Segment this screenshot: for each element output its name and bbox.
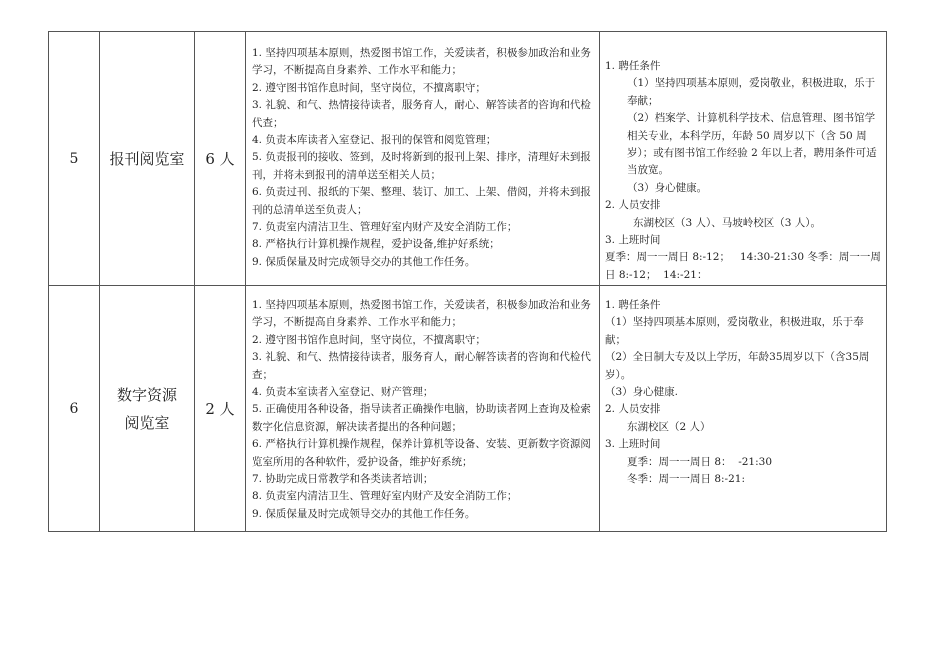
duties-cell (246, 286, 600, 532)
requirements-cell (600, 32, 887, 286)
duty-item: 2. 遵守图书馆作息时间，坚守岗位，不擅离职守； (252, 333, 486, 346)
duty-item: 5. 正确使用各种设备，指导读者正确操作电脑，协助读者网上查询及检索数字化信息资源，解决读者提出的各种问题； (252, 403, 591, 433)
requirement-item: 夏季：周一一周日 8： -21:30 (627, 455, 773, 468)
requirement-item: （3）身心健康. (605, 386, 679, 399)
duties-list (246, 286, 599, 523)
requirement-item: 夏季：周一一周日 8:-12； 14:30-21:30 冬季：周一一周日 8:-12； 14:-21： (605, 251, 881, 281)
row-number: 6 (49, 286, 100, 532)
duty-item: 1. 坚持四项基本原则，热爱图书馆工作，关爱读者，积极参加政治和业务学习，不断提高自身素养、工作水平和能力； (252, 47, 591, 77)
requirement-item: 冬季：周一一周日 8:-21: (627, 473, 746, 486)
requirement-item: 2. 人员安排 (605, 199, 661, 212)
duties-list (246, 32, 599, 271)
requirement-item: 1. 聘任条件 (605, 60, 661, 72)
requirement-item: （2）全日制大专及以上学历，年龄35周岁以下（含35周岁）。 (605, 351, 870, 381)
duty-item: 7. 负责室内清洁卫生、管理好室内财产及安全消防工作； (252, 221, 518, 234)
room-name: 报刊阅览室 (100, 32, 195, 286)
requirement-item: 东湖校区（2 人） (627, 420, 711, 433)
table-row (49, 286, 887, 532)
requirement-item: 1. 聘任条件 (605, 299, 661, 311)
duty-item: 1. 坚持四项基本原则，热爱图书馆工作，关爱读者，积极参加政治和业务学习，不断提高自身素养、工作水平和能力； (252, 299, 591, 329)
duty-item: 3. 礼貌、和气、热情接待读者，服务育人，耐心解答读者的咨询和代检代查； (252, 351, 591, 381)
requirement-item: 3. 上班时间 (605, 234, 661, 247)
requirement-item: （3）身心健康。 (627, 181, 708, 194)
duty-item: 7. 协助完成日常教学和各类读者培训； (252, 473, 434, 486)
duty-item: 6. 负责过刊、报纸的下架、整理、装订、加工、上架、借阅，并将未到报刊的总清单送至负责人； (252, 186, 591, 216)
staff-count: 6 人 (195, 32, 246, 286)
duty-item: 3. 礼貌、和气、热情接待读者，服务育人，耐心、解答读者的咨询和代检代查； (252, 99, 591, 129)
requirements-cell (600, 286, 887, 532)
duty-item: 4. 负责本室读者入室登记、财产管理； (252, 386, 434, 399)
requirement-item: 2. 人员安排 (605, 403, 661, 416)
duty-item: 2. 遵守图书馆作息时间，坚守岗位，不擅离职守； (252, 81, 486, 94)
duty-item: 9. 保质保量及时完成领导交办的其他工作任务。 (252, 255, 476, 268)
duty-item: 4. 负责本库读者入室登记、报刊的保管和阅览管理； (252, 134, 497, 147)
requirement-item: （2）档案学、计算机科学技术、信息管理、图书馆学相关专业，本科学历，年龄 50 周岁以下（含 50 周岁）；或有图书馆工作经验 2 年以上者，聘用条件可适当放宽。 (627, 112, 877, 177)
duty-item: 5. 负责报刊的接收、签到，及时将新到的报刊上架、排序，清理好未到报刊，并将未到报刊的清单送至相关人员； (252, 151, 591, 181)
room-name: 数字资源阅览室 (100, 286, 195, 532)
duty-item: 9. 保质保量及时完成领导交办的其他工作任务。 (252, 507, 476, 520)
duty-item: 8. 严格执行计算机操作规程，爱护设备,维护好系统； (252, 238, 500, 251)
requirements-list (600, 32, 886, 284)
job-table (48, 31, 887, 532)
duty-item: 8. 负责室内清洁卫生、管理好室内财产及安全消防工作； (252, 490, 518, 503)
staff-count: 2 人 (195, 286, 246, 532)
requirement-item: （1）坚持四项基本原则，爱岗敬业，积极进取，乐于奉献； (627, 77, 876, 107)
duty-item: 6. 严格执行计算机操作规程，保养计算机等设备、安装、更新数字资源阅览室所用的各种软件，爱护设备，维护好系统； (252, 438, 591, 468)
duties-cell (246, 32, 600, 286)
row-number: 5 (49, 32, 100, 286)
requirement-item: 东湖校区（3 人）、马坡岭校区（3 人）。 (633, 216, 822, 229)
requirement-item: （1）坚持四项基本原则，爱岗敬业，积极进取，乐于奉献； (605, 316, 864, 346)
table-row (49, 32, 887, 286)
requirements-list (600, 286, 886, 488)
requirement-item: 3. 上班时间 (605, 438, 661, 451)
